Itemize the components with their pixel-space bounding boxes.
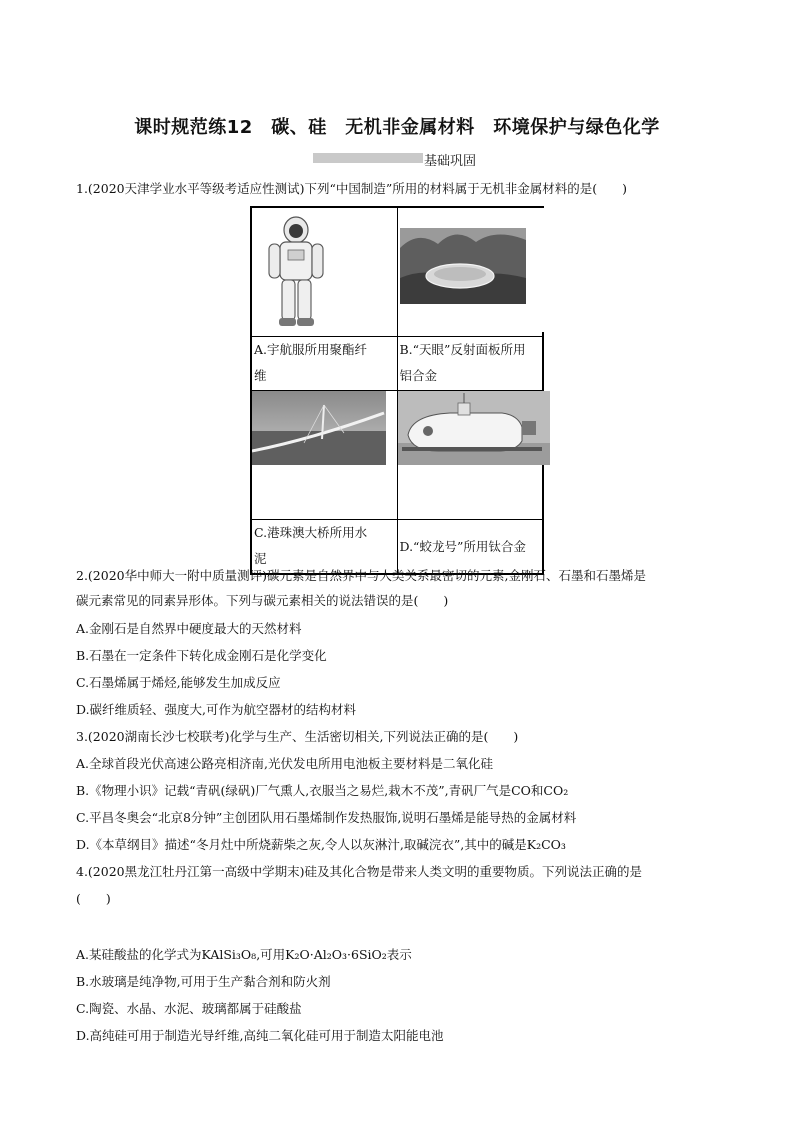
q4-option-b: B.水玻璃是纯净物,可用于生产黏合剂和防火剂 — [76, 974, 331, 989]
q4-option-c: C.陶瓷、水晶、水泥、玻璃都属于硅酸盐 — [76, 1001, 302, 1016]
q2-option-a: A.金刚石是自然界中硬度最大的天然材料 — [76, 621, 302, 636]
option-b-caption-line-1: B.“天眼”反射面板所用 — [399, 342, 526, 357]
option-d-caption — [397, 520, 543, 575]
q3-option-c: C.平昌冬奥会“北京8分钟”主创团队用石墨烯制作发热服饰,说明石墨烯是能导热的金属材料 — [76, 810, 577, 825]
q2-option-c: C.石墨烯属于烯烃,能够发生加成反应 — [76, 675, 281, 690]
option-d-image-cell — [397, 391, 543, 520]
q4-stem-line-2: ( ) — [76, 891, 111, 906]
option-b-image-cell — [397, 207, 543, 337]
option-c-image-cell — [251, 391, 397, 520]
q1-stem: 1.(2020天津学业水平等级考适应性测试)下列“中国制造”所用的材料属于无机非金属材料的是( ) — [76, 181, 628, 196]
bridge-image — [252, 391, 386, 471]
q2-stem-line-2: 碳元素常见的同素异形体。下列与碳元素相关的说法错误的是( ) — [76, 593, 449, 608]
astronaut-image — [252, 208, 386, 332]
q3-stem: 3.(2020湖南长沙七校联考)化学与生产、生活密切相关,下列说法正确的是( ) — [76, 729, 519, 744]
option-b-caption — [397, 337, 543, 391]
option-a-image-cell — [251, 207, 397, 337]
option-a-caption-line-2: 维 — [254, 368, 267, 383]
option-a-caption-line-1: A.宇航服所用聚酯纤 — [254, 342, 368, 357]
option-c-caption — [251, 520, 397, 575]
q4-option-a: A.某硅酸盐的化学式为KAlSi₃O₈,可用K₂O·Al₂O₃·6SiO₂表示 — [76, 947, 412, 962]
option-c-caption-line-2: 泥 — [254, 551, 267, 566]
option-d-caption-line-1: D.“蛟龙号”所用钛合金 — [399, 538, 526, 554]
q4-stem-line-1: 4.(2020黑龙江牡丹江第一高级中学期末)硅及其化合物是带来人类文明的重要物质。下列说法正确的是 — [76, 864, 642, 879]
option-a-caption — [251, 337, 397, 391]
option-b-caption-line-2: 铝合金 — [399, 368, 438, 383]
fast-telescope-image — [398, 208, 550, 332]
q2-option-b: B.石墨在一定条件下转化成金刚石是化学变化 — [76, 648, 327, 663]
page-title: 课时规范练12 碳、硅 无机非金属材料 环境保护与绿色化学 — [134, 117, 660, 138]
q3-option-a: A.全球首段光伏高速公路亮相济南,光伏发电所用电池板主要材料是二氧化硅 — [76, 756, 493, 771]
q1-options-table — [250, 206, 544, 575]
option-c-caption-line-1: C.港珠澳大桥所用水 — [254, 525, 368, 540]
section-bar — [313, 153, 423, 163]
q2-stem-line-1: 2.(2020华中师大一附中质量测评)碳元素是自然界中与人类关系最密切的元素,金刚石、石墨和石墨烯是 — [76, 568, 646, 583]
q3-option-b: B.《物理小识》记载“青矾(绿矾)厂气熏人,衣服当之易烂,栽木不茂”,青矾厂气是CO和CO₂ — [76, 783, 569, 798]
section-label: 基础巩固 — [424, 154, 477, 169]
q4-option-d: D.高纯硅可用于制造光导纤维,高纯二氧化硅可用于制造太阳能电池 — [76, 1028, 444, 1043]
submersible-image — [398, 391, 550, 471]
q3-option-d: D.《本草纲目》描述“冬月灶中所烧薪柴之灰,令人以灰淋汁,取碱浣衣”,其中的碱是K₂CO₃ — [76, 837, 566, 852]
q2-option-d: D.碳纤维质轻、强度大,可作为航空器材的结构材料 — [76, 702, 357, 717]
